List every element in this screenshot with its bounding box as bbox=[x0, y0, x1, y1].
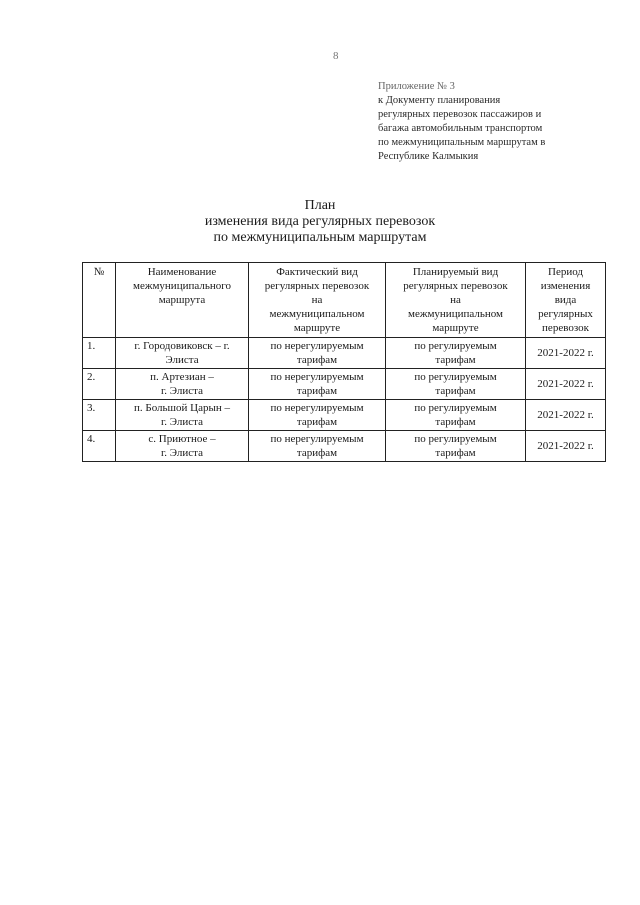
appendix-line: по межмуниципальным маршрутам в bbox=[378, 137, 546, 148]
table-header-row bbox=[83, 263, 606, 338]
row-period: 2021-2022 г. bbox=[526, 431, 606, 462]
row-actual-type: по нерегулируемым тарифам bbox=[249, 431, 386, 462]
row-period: 2021-2022 г. bbox=[526, 369, 606, 400]
row-route: г. Городовиковск – г. Элиста bbox=[116, 338, 249, 369]
row-period: 2021-2022 г. bbox=[526, 400, 606, 431]
row-period: 2021-2022 г. bbox=[526, 338, 606, 369]
routes-table bbox=[82, 262, 606, 462]
appendix-note bbox=[378, 80, 618, 164]
appendix-line: регулярных перевозок пассажиров и bbox=[378, 109, 542, 120]
table-row bbox=[83, 400, 606, 431]
row-actual-type: по нерегулируемым тарифам bbox=[249, 400, 386, 431]
document-title bbox=[0, 198, 640, 246]
row-planned-type: по регулируемым тарифам bbox=[386, 338, 526, 369]
title-line: по межмуниципальным маршрутам bbox=[213, 230, 427, 245]
title-line: План bbox=[304, 198, 336, 213]
appendix-line: Приложение № 3 bbox=[378, 81, 455, 92]
table-row bbox=[83, 431, 606, 462]
header-period: Период изменения вида регулярных перевозок bbox=[526, 263, 606, 338]
row-route: п. Большой Царын – г. Элиста bbox=[116, 400, 249, 431]
appendix-line: Республике Калмыкия bbox=[378, 151, 479, 162]
table-row bbox=[83, 369, 606, 400]
row-actual-type: по нерегулируемым тарифам bbox=[249, 369, 386, 400]
row-number: 4. bbox=[83, 431, 116, 462]
title-line: изменения вида регулярных перевозок bbox=[204, 214, 436, 229]
table-row bbox=[83, 338, 606, 369]
header-actual-type: Фактический вид регулярных перевозок на межмуниципальном маршруте bbox=[249, 263, 386, 338]
header-number: № bbox=[83, 263, 116, 338]
header-route-name: Наименование межмуниципального маршрута bbox=[116, 263, 249, 338]
row-route: с. Приютное – г. Элиста bbox=[116, 431, 249, 462]
row-number: 2. bbox=[83, 369, 116, 400]
appendix-line: багажа автомобильным транспортом bbox=[378, 123, 543, 134]
row-planned-type: по регулируемым тарифам bbox=[386, 400, 526, 431]
row-planned-type: по регулируемым тарифам bbox=[386, 431, 526, 462]
header-planned-type: Планируемый вид регулярных перевозок на межмуниципальном маршруте bbox=[386, 263, 526, 338]
row-number: 1. bbox=[83, 338, 116, 369]
row-actual-type: по нерегулируемым тарифам bbox=[249, 338, 386, 369]
row-number: 3. bbox=[83, 400, 116, 431]
row-planned-type: по регулируемым тарифам bbox=[386, 369, 526, 400]
row-route: п. Артезиан – г. Элиста bbox=[116, 369, 249, 400]
page-number: 8 bbox=[333, 50, 339, 62]
appendix-line: к Документу планирования bbox=[378, 95, 501, 106]
